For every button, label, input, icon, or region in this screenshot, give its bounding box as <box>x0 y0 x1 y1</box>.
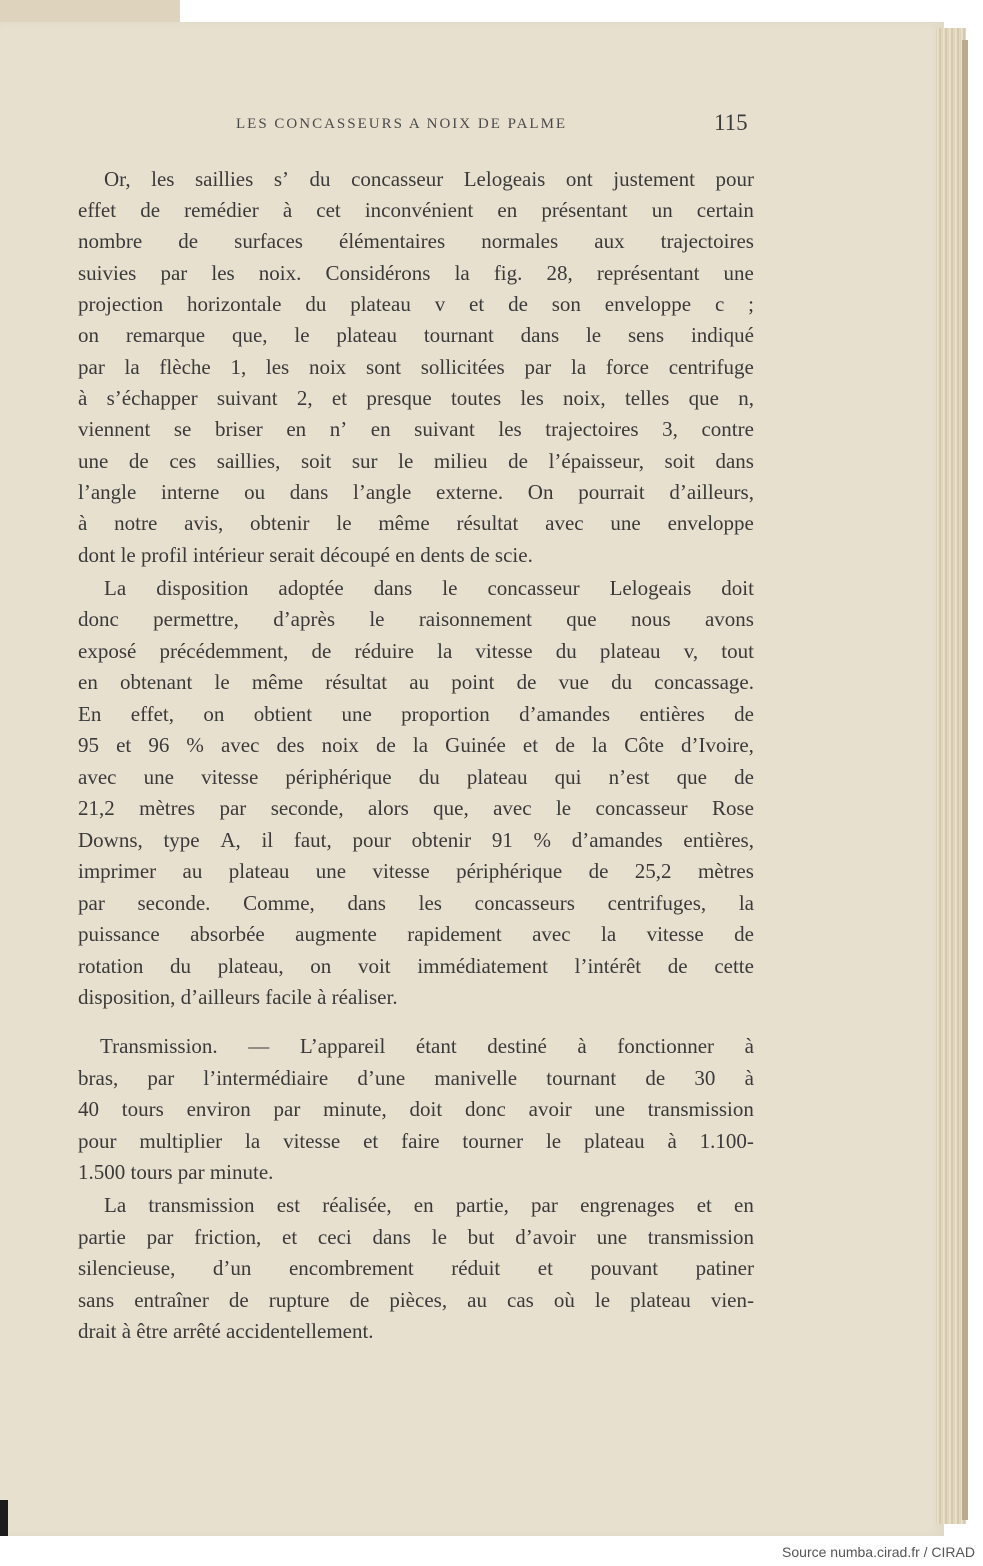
spine-mark <box>0 1500 8 1536</box>
text-line: donc permettre, d’après le raisonnement que nous avons <box>78 607 754 631</box>
text-line: Transmission. — L’appareil étant destiné à fonctionner à <box>100 1034 754 1058</box>
text-line: pour multiplier la vitesse et faire tourner le plateau à 1.100- <box>78 1129 754 1153</box>
source-credit: Source numba.cirad.fr / CIRAD <box>782 1544 975 1560</box>
text-line: La transmission est réalisée, en partie, par engrenages et en <box>104 1193 754 1217</box>
text-line: La disposition adoptée dans le concasseur Lelogeais doit <box>104 576 754 600</box>
text-line: par la flèche 1, les noix sont sollicitées par la force centrifuge <box>78 355 754 379</box>
text-line: exposé précédemment, de réduire la vitesse du plateau v, tout <box>78 639 754 663</box>
text-line: avec une vitesse périphérique du plateau qui n’est que de <box>78 765 754 789</box>
text-line: Or, les saillies s’ du concasseur Lelogeais ont justement pour <box>104 167 754 191</box>
text-line: effet de remédier à cet inconvénient en présentant un certain <box>78 198 754 222</box>
text-line: drait à être arrêté accidentellement. <box>78 1319 374 1343</box>
text-line: bras, par l’intermédiaire d’une manivelle tournant de 30 à <box>78 1066 754 1090</box>
text-line: 21,2 mètres par seconde, alors que, avec le concasseur Rose <box>78 796 754 820</box>
text-line: 1.500 tours par minute. <box>78 1160 274 1184</box>
text-line: dont le profil intérieur serait découpé en dents de scie. <box>78 543 533 567</box>
text-line: viennent se briser en n’ en suivant les trajectoires 3, contre <box>78 417 754 441</box>
text-line: nombre de surfaces élémentaires normales aux trajectoires <box>78 229 754 253</box>
text-line: silencieuse, d’un encombrement réduit et pouvant patiner <box>78 1256 754 1280</box>
text-line: sans entraîner de rupture de pièces, au cas où le plateau vien- <box>78 1288 754 1312</box>
text-line: disposition, d’ailleurs facile à réaliser. <box>78 985 398 1009</box>
page-corner <box>0 0 180 24</box>
text-line: par seconde. Comme, dans les concasseurs centrifuges, la <box>78 891 754 915</box>
text-line: on remarque que, le plateau tournant dans le sens indiqué <box>78 323 754 347</box>
text-line: puissance absorbée augmente rapidement avec la vitesse de <box>78 922 754 946</box>
text-line: En effet, on obtient une proportion d’amandes entières de <box>78 702 754 726</box>
text-line: une de ces saillies, soit sur le milieu de l’épaisseur, soit dans <box>78 449 754 473</box>
text-line: 95 et 96 % avec des noix de la Guinée et de la Côte d’Ivoire, <box>78 733 754 757</box>
page-edge-shadow <box>962 40 968 1520</box>
running-title: LES CONCASSEURS A NOIX DE PALME <box>236 116 568 132</box>
text-line: en obtenant le même résultat au point de vue du concassage. <box>78 670 754 694</box>
text-line: partie par friction, et ceci dans le but d’avoir une transmission <box>78 1225 754 1249</box>
text-line: 40 tours environ par minute, doit donc avoir une transmission <box>78 1097 754 1121</box>
text-line: imprimer au plateau une vitesse périphérique de 25,2 mètres <box>78 859 754 883</box>
text-line: rotation du plateau, on voit immédiatement l’intérêt de cette <box>78 954 754 978</box>
text-line: à notre avis, obtenir le même résultat avec une enveloppe <box>78 511 754 535</box>
text-line: à s’échapper suivant 2, et presque toutes les noix, telles que n, <box>78 386 754 410</box>
text-line: Downs, type A, il faut, pour obtenir 91 % d’amandes entières, <box>78 828 754 852</box>
text-line: l’angle interne ou dans l’angle externe. On pourrait d’ailleurs, <box>78 480 754 504</box>
text-line: suivies par les noix. Considérons la fig. 28, représentant une <box>78 261 754 285</box>
page-number: 115 <box>714 110 748 135</box>
text-line: projection horizontale du plateau v et de son enveloppe c ; <box>78 292 754 316</box>
